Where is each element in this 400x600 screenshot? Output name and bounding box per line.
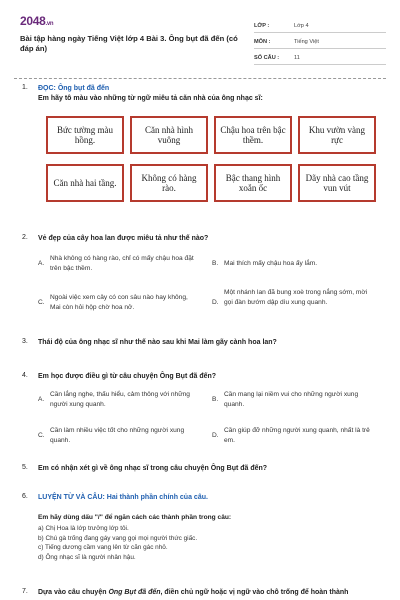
word-card[interactable]: Dãy nhà cao tầng vun vút [298, 164, 376, 202]
option-letter: C. [38, 432, 45, 439]
sentence-list [38, 524, 368, 562]
question-instruction: Em hãy dùng dấu "/" để ngăn cách các thành phần trong câu: [38, 514, 232, 521]
question-1 [22, 84, 378, 104]
word-card[interactable]: Căn nhà hình vuông [130, 116, 208, 154]
option-letter: D. [212, 432, 219, 439]
question-4 [22, 372, 378, 382]
word-card[interactable]: Căn nhà hai tầng. [46, 164, 124, 202]
meta-row-count [254, 52, 386, 65]
word-card[interactable]: Bậc thang hình xoắn ốc [214, 164, 292, 202]
option-letter: B. [212, 260, 219, 267]
word-card[interactable]: Chậu hoa trên bậc thềm. [214, 116, 292, 154]
site-logo[interactable]: 2048.vn [20, 14, 54, 28]
question-text-part: Dựa vào câu chuyện [38, 589, 109, 596]
header-divider [14, 78, 386, 79]
word-card[interactable]: Bức tường màu hồng. [46, 116, 124, 154]
option-text: Mai thích mấy chậu hoa ấy lắm. [224, 260, 318, 267]
question-7 [22, 588, 378, 598]
question-6 [22, 493, 378, 503]
worksheet-title: Bài tập hàng ngày Tiếng Việt lớp 4 Bài 3. Ông bụt đã đến (có đáp án) [20, 34, 238, 53]
option-text: Cần giúp đỡ những người xung quanh, nhất là trẻ em. [224, 427, 370, 444]
option-text: Cần mang lại niềm vui cho những người xung quanh. [224, 391, 359, 408]
question-instruction: Em hãy tô màu vào những từ ngữ miêu tả căn nhà của ông nhạc sĩ: [38, 95, 263, 102]
section-heading: ĐỌC: Ông bụt đã đến [38, 85, 110, 92]
question-3 [22, 338, 378, 348]
worksheet-header [14, 8, 386, 74]
question-number: 2. [22, 234, 28, 241]
meta-label: SỐ CÂU : [254, 55, 280, 61]
word-card[interactable]: Khu vườn vàng rực [298, 116, 376, 154]
option-letter: D. [212, 299, 219, 306]
question-number: 5. [22, 464, 28, 471]
story-title: Ông Bụt đã đến [108, 589, 161, 596]
question-text: Em học được điều gì từ câu chuyện Ông Bụt đã đến? [38, 373, 217, 380]
list-item: d) Ông nhạc sĩ là người nhân hậu. [38, 553, 136, 561]
option-text: Cần lắng nghe, thấu hiểu, cảm thông với những người xung quanh. [50, 391, 190, 408]
meta-row-grade [254, 20, 386, 33]
question-text: Vẻ đẹp của cây hoa lan được miêu tả như thế nào? [38, 235, 209, 242]
option-letter: B. [212, 396, 219, 403]
option-text: Ngoài việc xem cây có con sâu nào hay không, Mai còn hỏi hộp chờ hoa nở. [50, 294, 188, 311]
question-6-instruction [22, 513, 378, 523]
list-item: b) Chú gà trống đang gáy vang gọi mọi người thức giấc. [38, 534, 198, 542]
option-text: Cần làm nhiều việc tốt cho những người xung quanh. [50, 427, 185, 444]
worksheet-meta [254, 20, 386, 68]
question-5 [22, 464, 378, 474]
question-number: 7. [22, 588, 28, 595]
meta-value: Lớp 4 [294, 23, 309, 29]
word-card[interactable]: Không có hàng rào. [130, 164, 208, 202]
question-number: 1. [22, 84, 28, 91]
meta-value: 11 [294, 55, 300, 61]
list-item: a) Chị Hoa là lớp trưởng lớp tôi. [38, 525, 129, 532]
question-number: 6. [22, 493, 28, 500]
question-2 [22, 234, 378, 244]
option-letter: A. [38, 260, 45, 267]
meta-label: MÔN : [254, 39, 271, 45]
question-text-part: , điền chủ ngữ hoặc vị ngữ vào chỗ trống để hoàn thành [160, 589, 349, 596]
option-text: Một nhánh lan đã bung xoè trong nắng sớm, mời gọi đàn bướm dập dìu xung quanh. [224, 289, 368, 306]
meta-label: LỚP : [254, 23, 270, 29]
meta-row-subject [254, 36, 386, 49]
option-letter: A. [38, 396, 45, 403]
section-heading: LUYỆN TỪ VÀ CÂU: Hai thành phần chính của câu. [38, 494, 208, 501]
question-text [38, 588, 378, 598]
question-number: 3. [22, 338, 28, 345]
word-cards [24, 108, 376, 212]
question-text: Thái độ của ông nhạc sĩ như thế nào sau khi Mai làm gãy cành hoa lan? [38, 339, 277, 346]
list-item: c) Tiếng dương cầm vang lên từ căn gác nhỏ. [38, 544, 168, 552]
option-text: Nhà không có hàng rào, chỉ có mấy chậu hoa đặt trên bậc thềm. [50, 255, 194, 272]
question-text: Em có nhận xét gì về ông nhạc sĩ trong câu chuyện Ông Bụt đã đến? [38, 465, 268, 472]
question-number: 4. [22, 372, 28, 379]
meta-value: Tiếng Việt [294, 39, 319, 45]
option-letter: C. [38, 299, 45, 306]
